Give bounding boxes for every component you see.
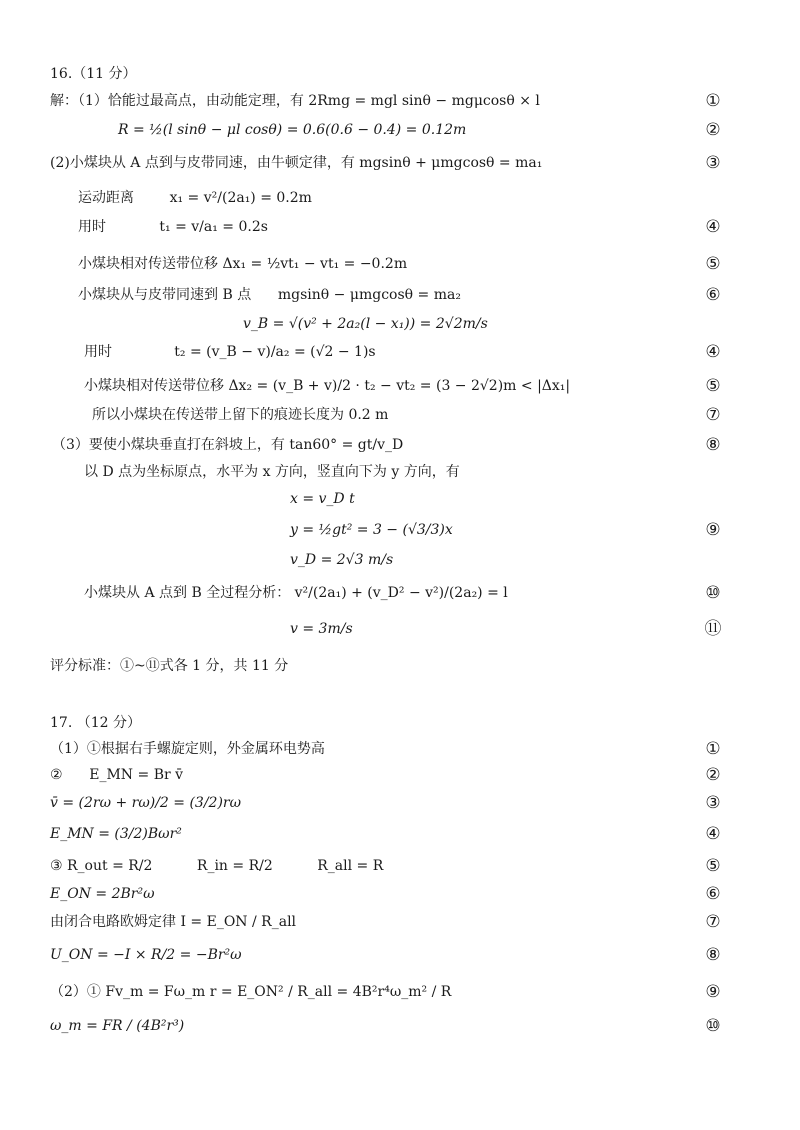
q17-equation-number-1: ①	[705, 739, 721, 759]
q17-equation-number-10: ⑩	[705, 1016, 721, 1036]
q16-equation-6: 小煤块从与皮带同速到 B 点 mgsinθ − μmgcosθ = ma₂	[78, 287, 461, 303]
q16-line-11	[0, 403, 800, 427]
q17-equation-number-9: ⑨	[705, 982, 721, 1002]
q16-heading: 16.（11 分）	[50, 66, 137, 82]
q16-line-17	[0, 581, 800, 605]
equation-number-2: ②	[705, 120, 721, 140]
q17-line-10	[0, 1014, 800, 1038]
equation-number-5b: ⑤	[705, 376, 721, 396]
q16-x-equation: x = v_D t	[290, 491, 355, 507]
q16-equation-3: (2)小煤块从 A 点到与皮带同速，由牛顿定律，有 mgsinθ + μmgcosθ = ma₁	[50, 155, 543, 171]
q17-equation-number-3: ③	[705, 793, 721, 813]
q17-max-angular-velocity: ω_m = FR / (4B²r³)	[50, 1018, 185, 1034]
q17-ohms-law: 由闭合电路欧姆定律 I = E_ON / R_all	[50, 914, 297, 930]
equation-number-3: ③	[705, 153, 721, 173]
q16-line-6	[0, 252, 800, 276]
q16-line-2	[0, 118, 800, 142]
equation-number-4b: ④	[705, 342, 721, 362]
q16-line-7	[0, 283, 800, 307]
q16-distance: 运动距离 x₁ = v²/(2a₁) = 0.2m	[78, 190, 312, 206]
q16-line-4	[0, 186, 800, 210]
q17-equation-number-7: ⑦	[705, 912, 721, 932]
equation-number-5: ⑤	[705, 254, 721, 274]
q16-line-14	[0, 487, 800, 511]
q16-line-10	[0, 374, 800, 398]
q16-line-1	[0, 89, 800, 113]
q16-scoring-line	[0, 654, 800, 678]
q17-average-velocity: v̄ = (2rω + rω)/2 = (3/2)rω	[50, 795, 242, 811]
equation-number-11: ⑪	[704, 619, 722, 639]
q16-equation-1: 解：（1）恰能过最高点，由动能定理，有 2Rmg = mgl sinθ − mgμcosθ × l	[50, 93, 540, 109]
q16-relative-displacement-1: 小煤块相对传送带位移 Δx₁ = ½vt₁ − vt₁ = −0.2m	[78, 256, 408, 272]
q16-line-3	[0, 151, 800, 175]
q17-emf-on: E_ON = 2Br²ω	[50, 886, 155, 902]
q17-line-2	[0, 763, 800, 787]
equation-number-4: ④	[705, 217, 721, 237]
q17-power-balance: （2）① Fv_m = Fω_m r = E_ON² / R_all = 4B²r⁴ω_m² / R	[50, 984, 452, 1000]
q16-velocity-b: v_B = √(v² + 2a₂(l − x₁)) = 2√2m/s	[243, 316, 488, 332]
q16-line-16	[0, 548, 800, 572]
q17-heading-line	[0, 711, 800, 735]
q16-line-5	[0, 215, 800, 239]
q16-line-9	[0, 340, 800, 364]
q17-equation-number-6: ⑥	[705, 884, 721, 904]
q17-equation-number-5: ⑤	[705, 856, 721, 876]
q17-line-6	[0, 882, 800, 906]
q16-line-15	[0, 518, 800, 542]
q16-equation-2: R = ½(l sinθ − μl cosθ) = 0.6(0.6 − 0.4) = 0.12m	[118, 122, 467, 138]
q17-line-8	[0, 943, 800, 967]
equation-number-9: ⑨	[705, 520, 721, 540]
q16-line-13	[0, 460, 800, 484]
q17-emf-mn: ② E_MN = Br v̄	[50, 767, 184, 783]
q17-line-7	[0, 910, 800, 934]
q16-part3-condition: （3）要使小煤块垂直打在斜坡上，有 tan60° = gt/v_D	[52, 437, 404, 453]
q17-heading: 17. （12 分）	[50, 715, 141, 731]
q16-velocity-d: v_D = 2√3 m/s	[290, 552, 394, 568]
q16-coordinate-setup: 以 D 点为坐标原点，水平为 x 方向，竖直向下为 y 方向，有	[84, 464, 460, 480]
q16-line-8	[0, 312, 800, 336]
q17-voltage-on: U_ON = −I × R/2 = −Br²ω	[50, 947, 242, 963]
q17-equation-number-2: ②	[705, 765, 721, 785]
q17-right-hand-rule: （1）①根据右手螺旋定则，外金属环电势高	[50, 741, 325, 757]
q16-time-2: 用时 t₂ = (v_B − v)/a₂ = (√2 − 1)s	[84, 344, 376, 360]
q17-line-9	[0, 980, 800, 1004]
equation-number-1: ①	[705, 91, 721, 111]
q17-resistances: ③ R_out = R/2 R_in = R/2 R_all = R	[50, 858, 384, 874]
q16-line-12	[0, 433, 800, 457]
q17-line-3	[0, 791, 800, 815]
q16-y-equation: y = ½gt² = 3 − (√3/3)x	[290, 522, 453, 538]
equation-number-6: ⑥	[705, 285, 721, 305]
equation-number-10: ⑩	[705, 583, 721, 603]
q17-equation-number-8: ⑧	[705, 945, 721, 965]
q16-trace-length: 所以小煤块在传送带上留下的痕迹长度为 0.2 m	[92, 407, 389, 423]
q16-full-process: 小煤块从 A 点到 B 全过程分析： v²/(2a₁) + (v_D² − v²)/(2a₂) = l	[84, 585, 508, 601]
q16-velocity-result: v = 3m/s	[290, 621, 353, 637]
q16-time-1: 用时 t₁ = v/a₁ = 0.2s	[78, 219, 268, 235]
q16-relative-displacement-2: 小煤块相对传送带位移 Δx₂ = (v_B + v)/2 · t₂ − vt₂ = (3 − 2√2)m < |Δx₁|	[84, 378, 571, 394]
q16-scoring: 评分标准：①~⑪式各 1 分，共 11 分	[50, 658, 289, 674]
q17-line-1	[0, 737, 800, 761]
q17-equation-number-4: ④	[705, 824, 721, 844]
equation-number-8: ⑧	[705, 435, 721, 455]
q16-heading-line	[0, 62, 800, 86]
q17-emf-mn-result: E_MN = (3/2)Bωr²	[50, 826, 182, 842]
q17-line-4	[0, 822, 800, 846]
q17-line-5	[0, 854, 800, 878]
q16-line-18	[0, 617, 800, 641]
equation-number-7: ⑦	[705, 405, 721, 425]
